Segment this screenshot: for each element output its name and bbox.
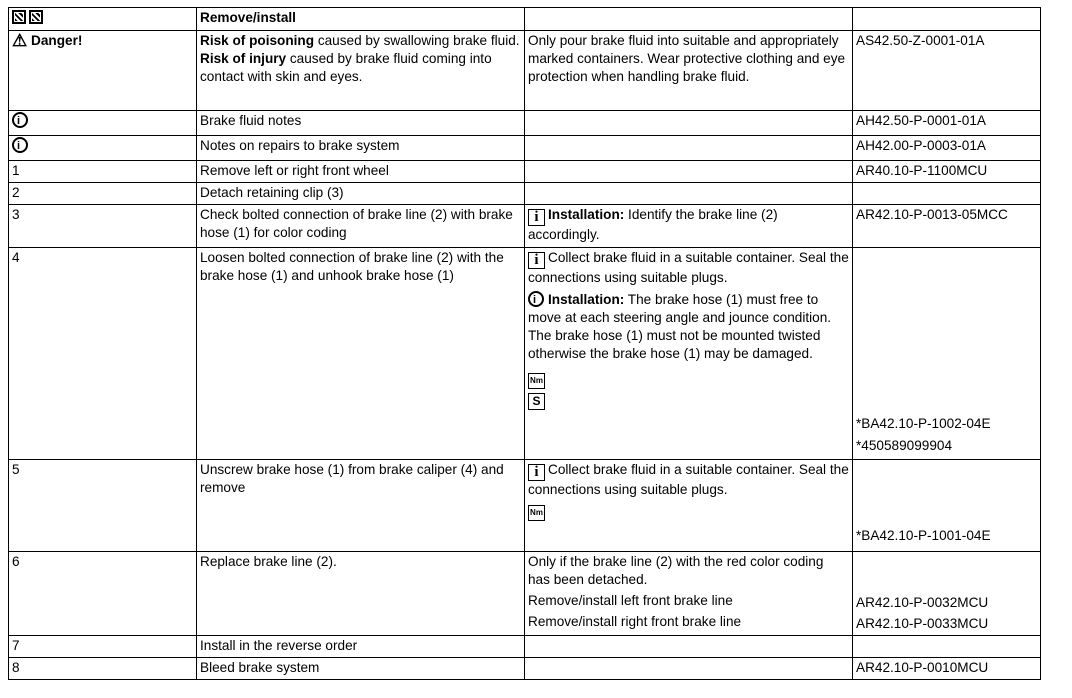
torque-icon: Nm — [528, 505, 545, 521]
step-text: Loosen bolted connection of brake line (2) with the brake hose (1) and unhook brake hose (1) — [197, 248, 525, 460]
step-number: 5 — [9, 460, 197, 552]
step-refs — [853, 248, 1041, 460]
step-number: 7 — [9, 636, 197, 658]
step-row — [9, 636, 1041, 658]
install-symbol-icon — [29, 10, 43, 24]
danger-label: Danger! — [31, 33, 83, 48]
step-text: Detach retaining clip (3) — [197, 183, 525, 205]
step-info: i Collect brake fluid in a suitable container. Seal the connections using suitable plugs. iInstallation: The brake hose (1) must free to move at each steering angle and jounce condition. The brake hose (1) must not be mounted twisted otherwise the brake hose (1) may be damaged. Nm S — [525, 248, 853, 460]
link-right-brake-line[interactable]: AR42.10-P-0033MCU — [856, 616, 989, 631]
warning-triangle-icon: ⚠ — [12, 31, 28, 50]
torque-ref: *BA42.10-P-1002-04E — [856, 416, 991, 431]
table-header-row — [9, 8, 1041, 31]
step-row — [9, 658, 1041, 680]
link-left-brake-line[interactable]: AR42.10-P-0032MCU — [856, 595, 989, 610]
step-ref: AR42.10-P-0013-05MCC — [853, 205, 1041, 248]
step-row — [9, 183, 1041, 205]
step-number: 2 — [9, 183, 197, 205]
step-info: i Collect brake fluid in a suitable container. Seal the connections using suitable plugs. Nm — [525, 460, 853, 552]
note-text: Notes on repairs to brake system — [197, 136, 525, 161]
header-title: Remove/install — [197, 8, 525, 31]
note-ref: AH42.00-P-0003-01A — [853, 136, 1041, 161]
step-text: Bleed brake system — [197, 658, 525, 680]
step-row — [9, 552, 1041, 636]
note-icon — [528, 291, 544, 307]
info-icon: i — [528, 209, 545, 226]
note-text: Brake fluid notes — [197, 111, 525, 136]
note-icon — [12, 112, 28, 128]
step-refs — [853, 552, 1041, 636]
step-number: 4 — [9, 248, 197, 460]
step-row — [9, 205, 1041, 248]
step-number: 8 — [9, 658, 197, 680]
procedure-table — [8, 7, 1041, 680]
torque-ref: *BA42.10-P-1001-04E — [856, 528, 991, 543]
step-info: i Installation: Identify the brake line (2) accordingly. — [525, 205, 853, 248]
step-text: Check bolted connection of brake line (2) with brake hose (1) for color coding — [197, 205, 525, 248]
danger-ref: AS42.50-Z-0001-01A — [853, 31, 1041, 111]
info-icon: i — [528, 252, 545, 269]
step-text: Remove left or right front wheel — [197, 161, 525, 183]
danger-row — [9, 31, 1041, 111]
note-row — [9, 111, 1041, 136]
step-number: 3 — [9, 205, 197, 248]
remove-symbol-icon — [12, 10, 26, 24]
note-ref: AH42.50-P-0001-01A — [853, 111, 1041, 136]
danger-instruction: Only pour brake fluid into suitable and appropriately marked containers. Wear protective clothing and eye protection when handling brake fluid. — [525, 31, 853, 111]
info-icon: i — [528, 464, 545, 481]
step-text: Unscrew brake hose (1) from brake caliper (4) and remove — [197, 460, 525, 552]
step-number: 6 — [9, 552, 197, 636]
step-info: Only if the brake line (2) with the red color coding has been detached. Remove/install left front brake line Remove/install right front brake line — [525, 552, 853, 636]
torque-icon: Nm — [528, 373, 545, 389]
note-row — [9, 136, 1041, 161]
step-refs — [853, 460, 1041, 552]
step-text: Replace brake line (2). — [197, 552, 525, 636]
step-ref: AR42.10-P-0010MCU — [853, 658, 1041, 680]
step-row — [9, 248, 1041, 460]
step-text: Install in the reverse order — [197, 636, 525, 658]
note-icon — [12, 137, 28, 153]
danger-label-cell — [9, 31, 197, 111]
step-ref: AR40.10-P-1100MCU — [853, 161, 1041, 183]
tool-ref: *450589099904 — [856, 438, 953, 453]
special-tool-icon: S — [528, 393, 545, 410]
step-number: 1 — [9, 161, 197, 183]
header-icons — [9, 8, 197, 31]
danger-risk-text: Risk of poisoning caused by swallowing brake fluid. Risk of injury caused by brake fluid coming into contact with skin and eyes. — [197, 31, 525, 111]
step-row — [9, 460, 1041, 552]
step-row — [9, 161, 1041, 183]
